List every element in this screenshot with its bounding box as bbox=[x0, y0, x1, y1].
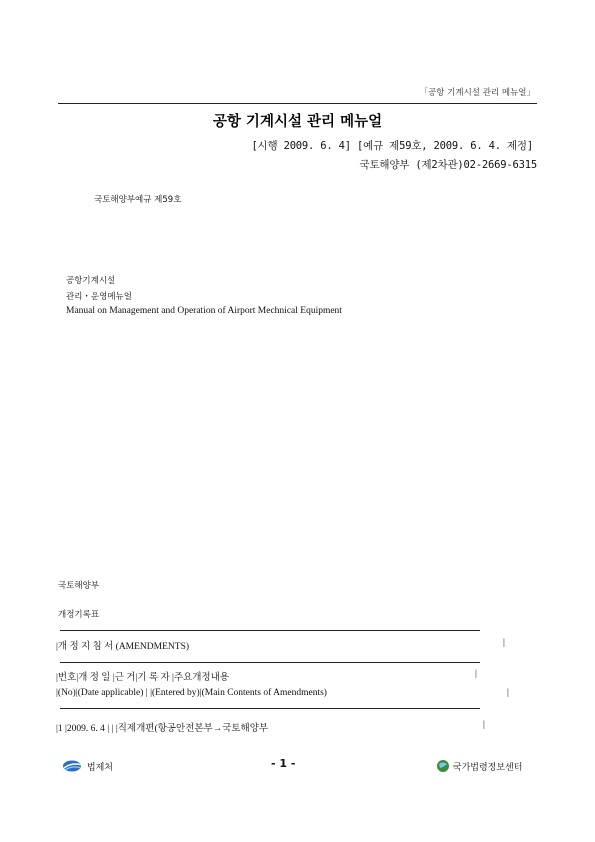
amendments-heading: |개 정 지 침 서 (AMENDMENTS) bbox=[56, 642, 190, 652]
footer-left bbox=[62, 759, 113, 776]
page-number: - 1 - bbox=[271, 757, 296, 770]
footer-right bbox=[436, 759, 522, 776]
regulation-number: 국토해양부예규 제59호 bbox=[94, 195, 182, 205]
column-headers-english: |(No)|(Date applicable) | |(Entered by)|(Main Contents of Amendments) bbox=[56, 688, 327, 698]
enactment-info: [시행 2009. 6. 4] [예규 제59호, 2009. 6. 4. 제정] bbox=[251, 140, 533, 152]
moleg-logo-icon bbox=[62, 759, 84, 776]
law-center-globe-icon bbox=[436, 759, 450, 776]
subject-english: Manual on Management and Operation of Airport Mechnical Equipment bbox=[66, 306, 342, 316]
subject-line-1: 공항기계시설 bbox=[66, 276, 116, 286]
table-row: |1 |2009. 6. 4 | | |직제개편(항공안전본부→국토해양부 bbox=[56, 724, 269, 734]
document-title: 공항 기계시설 관리 메뉴얼 bbox=[212, 114, 383, 130]
column-headers-korean-end: | bbox=[475, 669, 477, 679]
footer-right-label: 국가법령정보센터 bbox=[452, 763, 523, 773]
table-rule-3 bbox=[60, 708, 480, 709]
subject-line-2: 관리・운영메뉴얼 bbox=[66, 292, 132, 302]
column-headers-korean: |번호|개 정 일 |근 거|기 록 자 |주요개정내용 bbox=[56, 673, 229, 683]
table-row-end: | bbox=[483, 720, 485, 730]
amendment-record-title: 개정기록표 bbox=[58, 610, 100, 620]
table-top-rule bbox=[60, 630, 480, 631]
column-headers-english-end: | bbox=[507, 688, 509, 698]
table-rule-2 bbox=[60, 662, 480, 663]
issuing-ministry: 국토해양부 bbox=[58, 581, 100, 591]
amendments-heading-end: | bbox=[503, 638, 505, 648]
header-manual-tag: 「공항 기계시설 관리 메뉴얼」 bbox=[419, 88, 535, 98]
footer-left-label: 법제처 bbox=[86, 763, 113, 773]
ministry-contact: 국토해양부 (제2차관)02-2669-6315 bbox=[359, 159, 537, 171]
header-rule bbox=[58, 103, 537, 104]
